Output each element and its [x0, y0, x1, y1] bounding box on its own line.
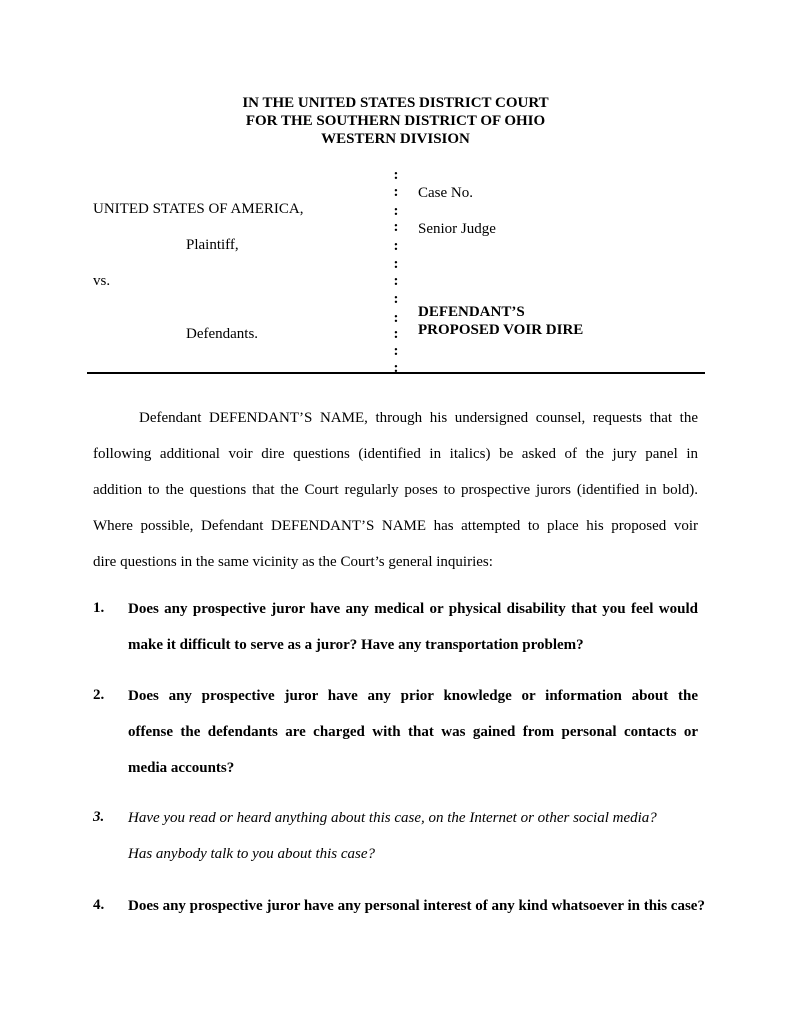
divider-colon: : [393, 326, 399, 342]
question-line: Does any prospective juror have any personal interest of any kind whatsoever in this case? [128, 898, 705, 914]
judge-label: Senior Judge [418, 221, 496, 237]
versus-label: vs. [93, 273, 111, 289]
court-name: IN THE UNITED STATES DISTRICT COURT [242, 95, 549, 111]
defendant-role: Defendants. [186, 326, 259, 342]
question-text [128, 897, 705, 933]
plaintiff-role: Plaintiff, [186, 237, 239, 253]
intro-line: dire questions in the same vicinity as the Court’s general inquiries: [93, 554, 493, 570]
case-number-label: Case No. [418, 185, 473, 201]
question-line: offense the defendants are charged with that was gained from personal contacts or [128, 724, 698, 740]
intro-line: following additional voir dire questions (identified in italics) be asked of the jury panel in [93, 446, 698, 462]
caption-rule [87, 372, 705, 374]
divider-colon: : [393, 167, 399, 183]
court-district: FOR THE SOUTHERN DISTRICT OF OHIO [245, 113, 546, 129]
question-text [128, 809, 698, 881]
document-title-line1: DEFENDANT’S [418, 304, 525, 320]
court-header [0, 94, 791, 148]
divider-colon: : [393, 360, 399, 376]
question-number: 4. [93, 897, 105, 913]
document-title-line2: PROPOSED VOIR DIRE [418, 322, 584, 338]
divider-colon: : [393, 219, 399, 235]
question-number: 1. [93, 600, 105, 616]
divider-colon: : [393, 343, 399, 359]
question-line: Does any prospective juror have any medical or physical disability that you feel would [128, 601, 698, 617]
intro-line: Defendant DEFENDANT’S NAME, through his undersigned counsel, requests that the [139, 410, 698, 426]
intro-line: addition to the questions that the Court regularly poses to prospective jurors (identified in bold). [93, 482, 698, 498]
intro-line: Where possible, Defendant DEFENDANT’S NAME has attempted to place his proposed voir [93, 518, 698, 534]
intro-paragraph [93, 400, 698, 580]
divider-colon: : [393, 203, 399, 219]
question-number: 3. [93, 809, 105, 825]
plaintiff-party: UNITED STATES OF AMERICA, [93, 201, 304, 217]
question-text [128, 600, 698, 672]
divider-colon: : [393, 184, 399, 200]
divider-colon: : [393, 273, 399, 289]
question-line: Have you read or heard anything about this case, on the Internet or other social media? [128, 810, 657, 826]
question-line: Has anybody talk to you about this case? [128, 846, 376, 862]
divider-colon: : [393, 238, 399, 254]
divider-colon: : [393, 291, 399, 307]
divider-colon: : [393, 256, 399, 272]
court-division: WESTERN DIVISION [321, 131, 470, 147]
question-line: Does any prospective juror have any prior knowledge or information about the [128, 688, 698, 704]
question-line: make it difficult to serve as a juror? Have any transportation problem? [128, 637, 584, 653]
question-number: 2. [93, 687, 105, 703]
question-text [128, 687, 698, 795]
question-line: media accounts? [128, 760, 235, 776]
divider-colon: : [393, 310, 399, 326]
